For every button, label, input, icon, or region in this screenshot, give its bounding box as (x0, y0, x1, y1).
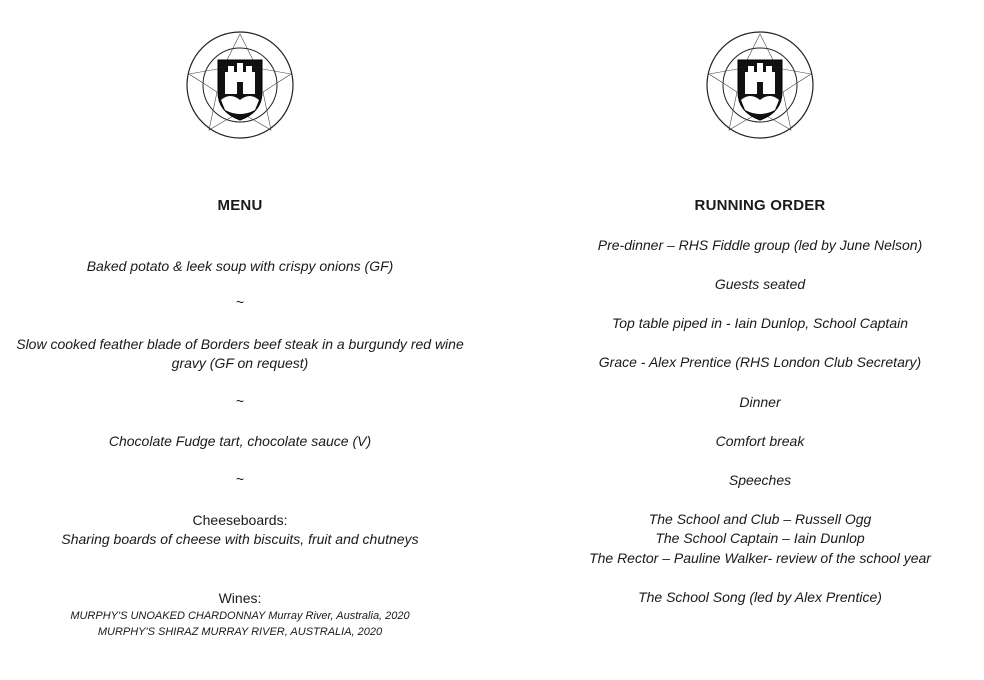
menu-main-line1: Slow cooked feather blade of Borders beef steak in a burgundy red wine (16, 336, 464, 352)
school-crest-logo (185, 30, 295, 140)
running-order-item: The School and Club – Russell Ogg (648, 511, 872, 527)
running-order-item: The Rector – Pauline Walker- review of the school year (589, 550, 931, 566)
running-order-item: Dinner (739, 394, 781, 410)
running-order-item: Pre-dinner – RHS Fiddle group (led by June Nelson) (597, 237, 923, 253)
running-order-item: Guests seated (714, 276, 806, 292)
menu-wines-title: Wines: (218, 590, 262, 606)
menu-main-line2: gravy (GF on request) (171, 355, 309, 371)
menu-column (0, 0, 480, 680)
running-order-heading: RUNNING ORDER (694, 197, 826, 214)
menu-separator: ~ (235, 294, 245, 310)
menu-separator: ~ (235, 471, 245, 487)
running-order-item: The School Captain – Iain Dunlop (655, 530, 865, 546)
menu-cheese-title: Cheeseboards: (192, 512, 288, 528)
running-order-item: Comfort break (715, 433, 805, 449)
menu-cheese-desc: Sharing boards of cheese with biscuits, fruit and chutneys (61, 531, 419, 547)
menu-wine-2: MURPHY'S SHIRAZ MURRAY RIVER, AUSTRALIA, 2020 (97, 626, 383, 638)
menu-dessert: Chocolate Fudge tart, chocolate sauce (V) (108, 433, 372, 449)
running-order-item: Speeches (728, 472, 792, 488)
running-order-item: Top table piped in - Iain Dunlop, School Captain (611, 315, 909, 331)
running-order-item: The School Song (led by Alex Prentice) (638, 589, 882, 605)
menu-separator: ~ (235, 393, 245, 409)
menu-heading: MENU (217, 197, 263, 214)
menu-wine-1: MURPHY'S UNOAKED CHARDONNAY Murray River, Australia, 2020 (70, 610, 410, 622)
menu-starter: Baked potato & leek soup with crispy onions (GF) (86, 258, 394, 274)
running-order-item: Grace - Alex Prentice (RHS London Club Secretary) (598, 354, 922, 370)
school-crest-logo (705, 30, 815, 140)
running-order-column (520, 0, 984, 680)
